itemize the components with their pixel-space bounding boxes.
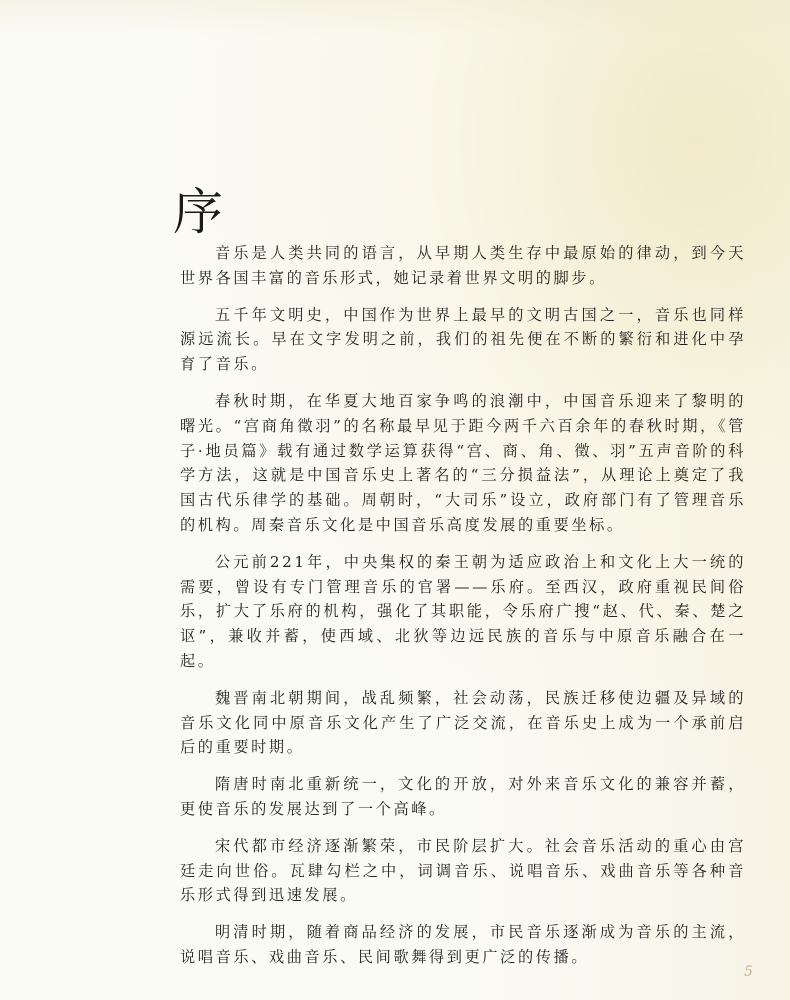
page-title: 序 bbox=[173, 182, 223, 241]
paragraph-5: 魏晋南北朝期间，战乱频繁，社会动荡，民族迁移使边疆及异域的音乐文化同中原音乐文化产生了广泛交流，在音乐史上成为一个承前启后的重要时期。 bbox=[180, 688, 746, 757]
page-top-shading bbox=[0, 0, 790, 36]
paragraph-4: 公元前221年，中央集权的秦王朝为适应政治上和文化上大一统的需要，曾设有专门管理音乐的官署——乐府。至西汉，政府重视民间俗乐，扩大了乐府的机构，强化了其职能，令乐府广搜“赵、代、秦、楚之讴”，兼收并蓄，使西域、北狄等边远民族的音乐与中原音乐融合在一起。 bbox=[180, 552, 746, 670]
preface-body bbox=[180, 241, 746, 970]
paragraph-8: 明清时期，随着商品经济的发展，市民音乐逐渐成为音乐的主流，说唱音乐、戏曲音乐、民间歌舞得到更广泛的传播。 bbox=[180, 923, 746, 966]
paragraph-2: 五千年文明史，中国作为世界上最早的文明古国之一，音乐也同样源远流长。早在文字发明之前，我们的祖先便在不断的繁衍和进化中孕育了音乐。 bbox=[180, 305, 746, 374]
page-number: 5 bbox=[744, 964, 753, 980]
paragraph-1: 音乐是人类共同的语言，从早期人类生存中最原始的律动，到今天世界各国丰富的音乐形式，她记录着世界文明的脚步。 bbox=[180, 244, 746, 287]
paragraph-7: 宋代都市经济逐渐繁荣，市民阶层扩大。社会音乐活动的重心由宫廷走向世俗。瓦肆勾栏之中，词调音乐、说唱音乐、戏曲音乐等各种音乐形式得到迅速发展。 bbox=[180, 836, 746, 905]
paragraph-6: 隋唐时南北重新统一，文化的开放，对外来音乐文化的兼容并蓄，更使音乐的发展达到了一个高峰。 bbox=[180, 775, 746, 818]
paragraph-3: 春秋时期，在华夏大地百家争鸣的浪潮中，中国音乐迎来了黎明的曙光。“宫商角徵羽”的名称最早见于距今两千六百余年的春秋时期，《管子·地员篇》载有通过数学运算获得“宫、商、角、徵、羽”五声音阶的科学方法，这就是中国音乐史上著名的“三分损益法”，从理论上奠定了我国古代乐律学的基础。周朝时，“大司乐”设立，政府部门有了管理音乐的机构。周秦音乐文化是中国音乐高度发展的重要坐标。 bbox=[180, 391, 746, 534]
